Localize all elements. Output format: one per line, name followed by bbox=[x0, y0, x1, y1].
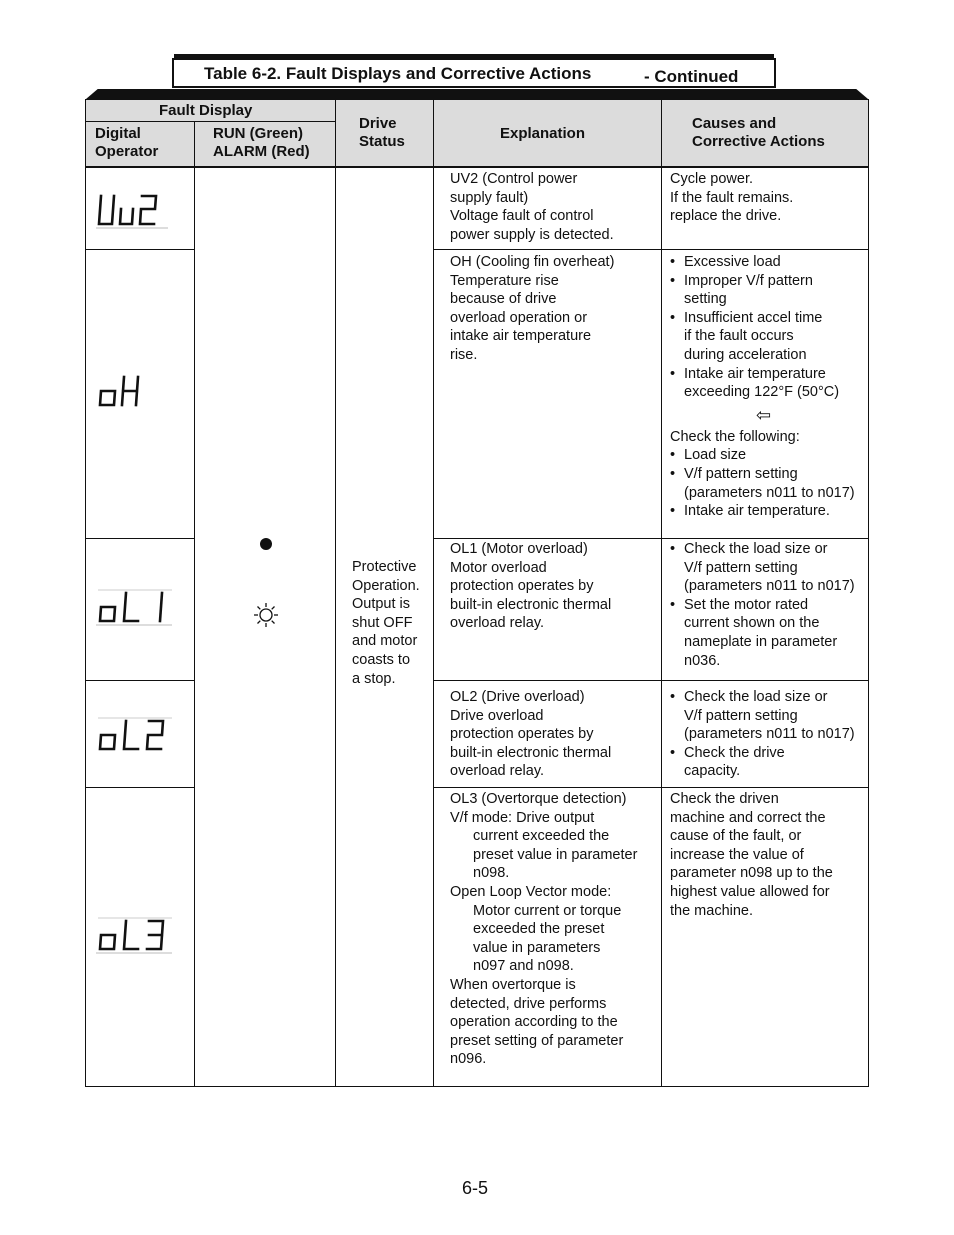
header-divider bbox=[86, 121, 335, 122]
list-item: • Improper V/f pattern setting bbox=[670, 272, 855, 309]
explanation-line: Open Loop Vector mode: bbox=[450, 883, 612, 900]
left-arrow-icon: ⇦ bbox=[756, 404, 772, 425]
row-line-3 bbox=[434, 680, 868, 681]
explanation-line: OL3 (Overtorque detection) bbox=[450, 791, 627, 807]
table-top-band bbox=[86, 89, 868, 99]
display-ol3-icon bbox=[96, 916, 176, 956]
explanation-line: Motor current or torque exceeded the preset value in parameters n097 and n098. bbox=[473, 902, 622, 975]
display-uu2-icon bbox=[96, 192, 174, 230]
row4-explanation: OL2 (Drive overload) Drive overload protection operates by built-in electronic thermal overload relay. bbox=[450, 689, 612, 780]
header-run-alarm: RUN (Green) ALARM (Red) bbox=[213, 125, 310, 160]
list-item: • Intake air temperature. bbox=[670, 502, 855, 521]
table-title: Table 6-2. Fault Displays and Corrective Actions bbox=[204, 64, 592, 83]
list-item: • Set the motor rated current shown on the nameplate in parameter n036. bbox=[670, 596, 855, 670]
row-line-display-4 bbox=[86, 787, 195, 788]
page-number: 6-5 bbox=[462, 1178, 489, 1198]
header-fault-display: Fault Display bbox=[159, 102, 253, 119]
list-item: • Insufficient accel time if the fault occurs during acceleration bbox=[670, 309, 855, 365]
row-line-display-2 bbox=[86, 538, 195, 539]
table-title-continued: - Continued bbox=[644, 67, 739, 86]
row-line-display-3 bbox=[86, 680, 195, 681]
list-item: • V/f pattern setting (parameters n011 to n017) bbox=[670, 465, 855, 502]
col-divider-1 bbox=[194, 122, 195, 1086]
col-divider-3 bbox=[433, 100, 434, 1086]
header-drive-status: Drive Status bbox=[359, 115, 405, 150]
header-causes: Causes and Corrective Actions bbox=[692, 115, 825, 150]
list-item: • Load size bbox=[670, 446, 855, 465]
fault-table bbox=[85, 99, 869, 1087]
row-line-1 bbox=[434, 249, 868, 250]
explanation-line: V/f mode: Drive output bbox=[450, 809, 595, 826]
col-divider-2 bbox=[335, 100, 336, 1086]
row-line-display-1 bbox=[86, 249, 195, 250]
row3-explanation: OL1 (Motor overload) Motor overload protection operates by built-in electronic thermal overload relay. bbox=[450, 541, 612, 632]
explanation-line: When overtorque is detected, drive performs operation according to the preset setting of parameter n096. bbox=[450, 976, 624, 1068]
row5-causes: Check the driven machine and correct the cause of the fault, or increase the value of parameter n098 up to the highest value allowed for the machine. bbox=[670, 791, 833, 919]
display-ol1-icon bbox=[96, 588, 176, 628]
blinking-sun-icon bbox=[253, 602, 279, 628]
row3-causes bbox=[670, 540, 855, 670]
list-item: • Excessive load bbox=[670, 253, 855, 272]
row-line-4 bbox=[434, 787, 868, 788]
row4-causes bbox=[670, 688, 855, 781]
row5-explanation bbox=[450, 790, 637, 1069]
list-item: • Check the load size or V/f pattern setting (parameters n011 to n017) bbox=[670, 540, 855, 596]
list-item: • Check the load size or V/f pattern setting (parameters n011 to n017) bbox=[670, 688, 855, 744]
list-item: • Intake air temperature exceeding 122°F (50°C) bbox=[670, 365, 855, 402]
title-top-bar bbox=[174, 54, 774, 60]
row1-explanation: UV2 (Control power supply fault) Voltage fault of control power supply is detected. bbox=[450, 171, 614, 243]
display-ol2-icon bbox=[96, 716, 176, 756]
display-oh-icon bbox=[96, 372, 156, 412]
header-explanation: Explanation bbox=[500, 125, 586, 142]
check-heading: Check the following: bbox=[670, 428, 800, 445]
row1-causes: Cycle power. If the fault remains. replace the drive. bbox=[670, 171, 794, 225]
list-item: • Check the drive capacity. bbox=[670, 744, 855, 781]
header-bottom-line bbox=[86, 166, 868, 168]
row2-causes bbox=[670, 253, 855, 521]
col-divider-4 bbox=[661, 100, 662, 1086]
row-line-2 bbox=[434, 538, 868, 539]
table-title-box bbox=[172, 58, 776, 88]
row2-explanation: OH (Cooling fin overheat) Temperature rise because of drive overload operation or intake air temperature rise. bbox=[450, 254, 615, 363]
header-digital-operator: Digital Operator bbox=[95, 125, 159, 160]
drive-status-text: Protective Operation. Output is shut OFF and motor coasts to a stop. bbox=[352, 559, 420, 687]
explanation-line: current exceeded the preset value in parameter n098. bbox=[473, 828, 638, 882]
filled-dot-icon bbox=[258, 536, 274, 552]
